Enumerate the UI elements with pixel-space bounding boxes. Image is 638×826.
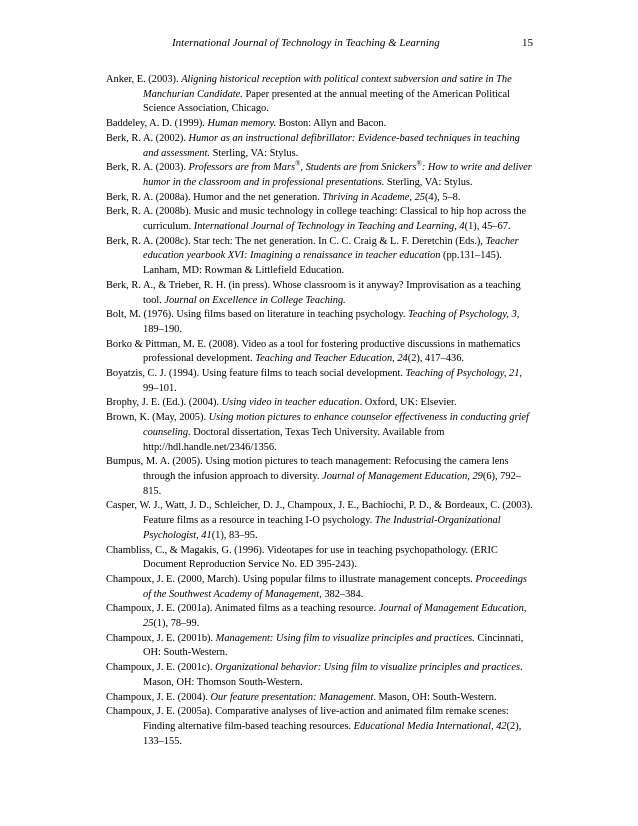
- reference-italic-text: International Journal of Technology in Teaching and Learning, 4: [193, 221, 465, 233]
- reference-italic-text: Journal of Management Education, 29: [322, 470, 483, 482]
- reference-italic-text: Aligning historical reception with political context subversion and satire in The Manchurian Candidate.: [143, 74, 512, 100]
- reference-text: Bumpus, M. A. (2005). Using motion pictures to teach management: Refocusing the camera lens through the infusion approach to diversity.: [106, 456, 509, 482]
- reference-entry: [106, 544, 534, 573]
- reference-entry: [106, 308, 534, 337]
- reference-text: Berk, R. A. (2008a). Humor and the net generation.: [106, 191, 323, 203]
- reference-text: (1), 45–67.: [464, 221, 511, 233]
- reference-text: (6), 792–815.: [143, 470, 521, 497]
- reference-italic-text: Using video in teacher education: [221, 397, 360, 409]
- reference-italic-text: Organizational behavior: Using film to visualize principles and practices: [215, 662, 521, 674]
- reference-entry: [106, 573, 534, 602]
- reference-entry: [106, 661, 534, 690]
- reference-italic-text: Teaching of Psychology, 21,: [405, 368, 523, 380]
- page-number: 15: [522, 37, 533, 49]
- reference-italic-text: Thriving in Academe, 25: [322, 191, 425, 203]
- reference-text: 189–190.: [143, 323, 182, 335]
- reference-text: . Doctoral dissertation, Texas Tech University. Available from http://hdl.handle.net/2346/1356.: [143, 426, 445, 453]
- reference-text: Berk, R. A., & Trieber, R. H. (in press). Whose classroom is it anyway? Improvisation as a teaching tool.: [106, 279, 521, 306]
- reference-italic-text: The Industrial-Organizational Psychologist, 41: [143, 515, 501, 541]
- reference-text: (1), 83–95.: [211, 529, 258, 541]
- reference-text: . Mason, OH: South-Western.: [373, 691, 497, 703]
- reference-entry: [106, 396, 534, 411]
- reference-entry: [106, 205, 534, 234]
- reference-text: (1), 78–99.: [153, 618, 200, 630]
- reference-italic-text: , Students are from Snickers: [300, 162, 417, 174]
- reference-list: [106, 73, 534, 749]
- reference-text: Chambliss, C., & Magakis, G. (1996). Videotapes for use in teaching psychopathology. (ERIC Document Reproduction Service No. ED 395-243).: [106, 544, 498, 571]
- running-header: [0, 37, 638, 53]
- reference-text: , 382–384.: [319, 588, 364, 600]
- reference-text: Brophy, J. E. (Ed.). (2004).: [106, 397, 222, 409]
- reference-entry: [106, 602, 534, 631]
- reference-italic-text: Journal on Excellence in College Teaching.: [164, 294, 346, 306]
- reference-entry: [106, 499, 534, 543]
- reference-text: (2), 133–155.: [143, 720, 522, 747]
- reference-text: Champoux, J. E. (2005a). Comparative analyses of live-action and animated film remake scenes: Finding alternative film-based teaching resources.: [106, 706, 509, 732]
- reference-entry: [106, 705, 534, 749]
- reference-italic-text: Journal of Management Education, 25: [143, 603, 527, 630]
- reference-entry: [106, 632, 534, 661]
- reference-text: Berk, R. A. (2003).: [106, 162, 189, 174]
- reference-italic-text: Human memory.: [207, 118, 277, 130]
- reference-italic-text: Our feature presentation: Management: [210, 691, 374, 703]
- reference-text: Champoux, J. E. (2001a). Animated films as a teaching resource.: [106, 603, 379, 615]
- reference-text: (4), 5–8.: [424, 191, 461, 203]
- journal-title: International Journal of Technology in Teaching & Learning: [172, 37, 440, 49]
- reference-text: Brown, K. (May, 2005).: [106, 412, 209, 424]
- reference-entry: [106, 455, 534, 499]
- reference-text: (pp.131–145). Lanham, MD: Rowman & Littlefield Education.: [143, 250, 502, 277]
- reference-text: Champoux, J. E. (2001b).: [106, 632, 216, 644]
- reference-text: Sterling, VA: Stylus.: [384, 176, 473, 188]
- reference-text: Anker, E. (2003).: [106, 74, 182, 85]
- reference-text: Casper, W. J., Watt, J. D., Schleicher, D. J., Champoux, J. E., Bachiochi, P. D., & Bordeaux, C. (2003). Feature films as a resource in teaching I-O psychology.: [106, 500, 533, 527]
- reference-entry: [106, 235, 534, 279]
- reference-text: 99–101.: [143, 382, 177, 394]
- reference-text: Bolt, M. (1976). Using films based on literature in teaching psychology.: [106, 309, 409, 321]
- reference-entry: [106, 691, 534, 706]
- reference-text: Baddeley, A. D. (1999).: [106, 118, 208, 130]
- reference-text: . Oxford, UK: Elsevier.: [359, 397, 457, 409]
- reference-italic-text: Teacher education yearbook XVI: Imagining a renaissance in teacher education: [143, 235, 519, 262]
- reference-entry: [106, 367, 534, 396]
- reference-entry: [106, 117, 534, 132]
- reference-text: Champoux, J. E. (2004).: [106, 691, 211, 703]
- registered-mark: ®: [295, 159, 301, 168]
- reference-italic-text: Humor as an instructional defibrillator: Evidence-based techniques in teaching and assessment.: [143, 132, 520, 159]
- reference-italic-text: Teaching and Teacher Education, 24: [255, 353, 408, 365]
- reference-text: Boyatzis, C. J. (1994). Using feature films to teach social development.: [106, 368, 406, 380]
- reference-text: Berk, R. A. (2008b). Music and music technology in college teaching: Classical to hip hop across the curriculum.: [106, 206, 527, 233]
- reference-text: Cincinnati, OH: South-Western.: [143, 632, 524, 659]
- reference-italic-text: Educational Media International, 42: [353, 720, 507, 732]
- reference-italic-text: Proceedings of the Southwest Academy of Management: [143, 573, 527, 600]
- reference-entry: [106, 279, 534, 308]
- reference-text: Berk, R. A. (2002).: [106, 132, 189, 144]
- registered-mark: ®: [416, 159, 422, 168]
- reference-text: Boston: Allyn and Bacon.: [276, 118, 387, 130]
- reference-text: Sterling, VA: Stylus.: [209, 147, 299, 159]
- reference-entry: [106, 132, 534, 161]
- reference-italic-text: Management: Using film to visualize principles and practices.: [215, 632, 475, 644]
- reference-text: Borko & Pittman, M. E. (2008). Video as a tool for fostering productive discussions in mathematics professional development.: [106, 338, 521, 365]
- reference-text: . Mason, OH: Thomson South-Western.: [143, 662, 523, 688]
- reference-italic-text: Professors are from Mars: [188, 162, 296, 174]
- reference-entry: [106, 161, 534, 190]
- reference-entry: [106, 191, 534, 206]
- reference-italic-text: : How to write and deliver humor in the classroom and in professional presentations.: [143, 162, 532, 188]
- reference-text: (2), 417–436.: [407, 353, 465, 365]
- reference-entry: [106, 73, 534, 117]
- reference-italic-text: Teaching of Psychology, 3,: [408, 309, 520, 321]
- reference-text: Paper presented at the annual meeting of the American Political Science Association, Chicago.: [143, 88, 511, 115]
- reference-text: Champoux, J. E. (2001c).: [106, 662, 216, 674]
- reference-entry: [106, 411, 534, 455]
- reference-text: Berk, R. A. (2008c). Star tech: The net generation. In C. C. Craig & L. F. Deretchin (Eds.),: [106, 235, 486, 247]
- reference-text: Champoux, J. E. (2000, March). Using popular films to illustrate management concepts.: [106, 573, 476, 585]
- reference-entry: [106, 338, 534, 367]
- reference-italic-text: Using motion pictures to enhance counselor effectiveness in conducting grief counseling: [143, 412, 529, 438]
